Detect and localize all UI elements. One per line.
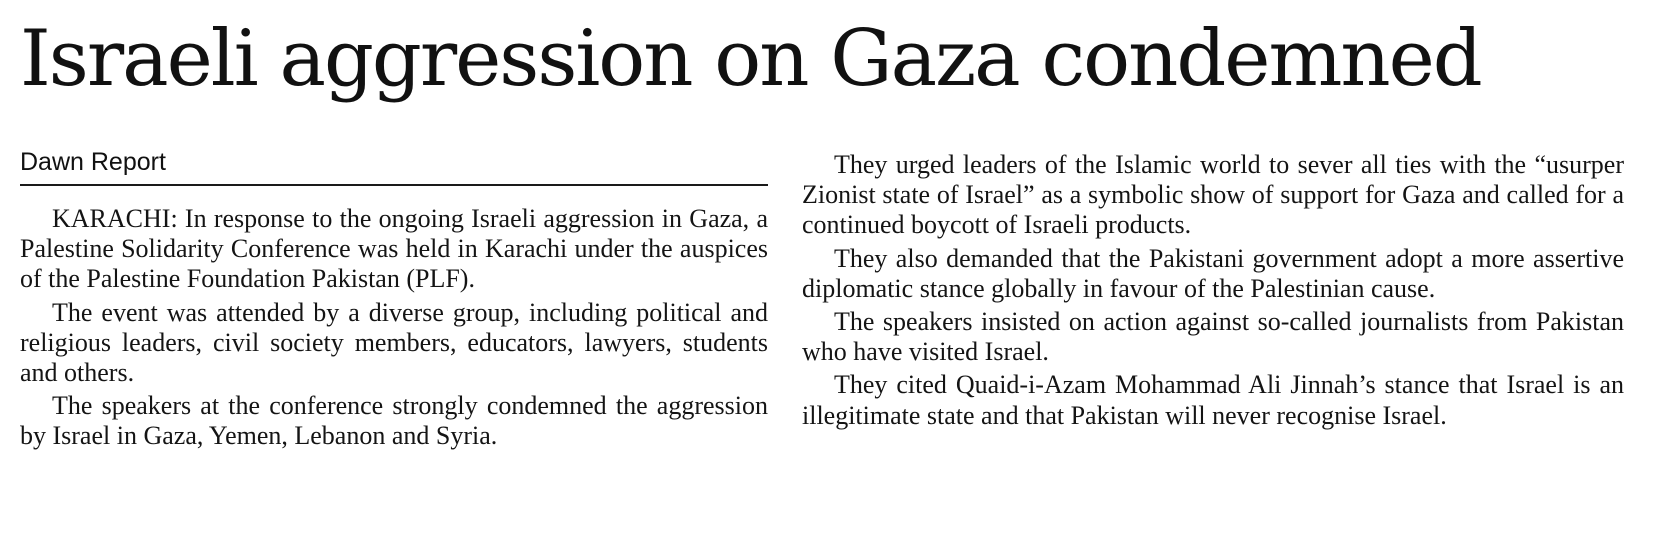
headline: Israeli aggression on Gaza condemned [20,14,1481,104]
paragraph: They urged leaders of the Islamic world to sever all ties with the “usurper Zionist state of Israel” as a symbolic show of support for Gaza and called for a continued boycott of Israeli products. [802,150,1624,240]
paragraph: The speakers insisted on action against so-called journalists from Pakistan who have visited Israel. [802,307,1624,367]
paragraph: The speakers at the conference strongly condemned the aggression by Israel in Gaza, Yemen, Lebanon and Syria. [20,391,768,451]
byline: Dawn Report [20,146,768,186]
paragraph: They cited Quaid-i-Azam Mohammad Ali Jinnah’s stance that Israel is an illegitimate state and that Pakistan will never recognise Israel. [802,370,1624,430]
right-column [802,150,1624,431]
paragraph: The event was attended by a diverse group, including political and religious leaders, civil society members, educators, lawyers, students and others. [20,297,768,388]
paragraph: They also demanded that the Pakistani government adopt a more assertive diplomatic stance globally in favour of the Palestinian cause. [802,243,1624,303]
paragraph: KARACHI: In response to the ongoing Israeli aggression in Gaza, a Palestine Solidarity Conference was held in Karachi under the auspices of the Palestine Foundation Pakistan (PLF). [20,204,768,294]
left-column [20,204,768,452]
